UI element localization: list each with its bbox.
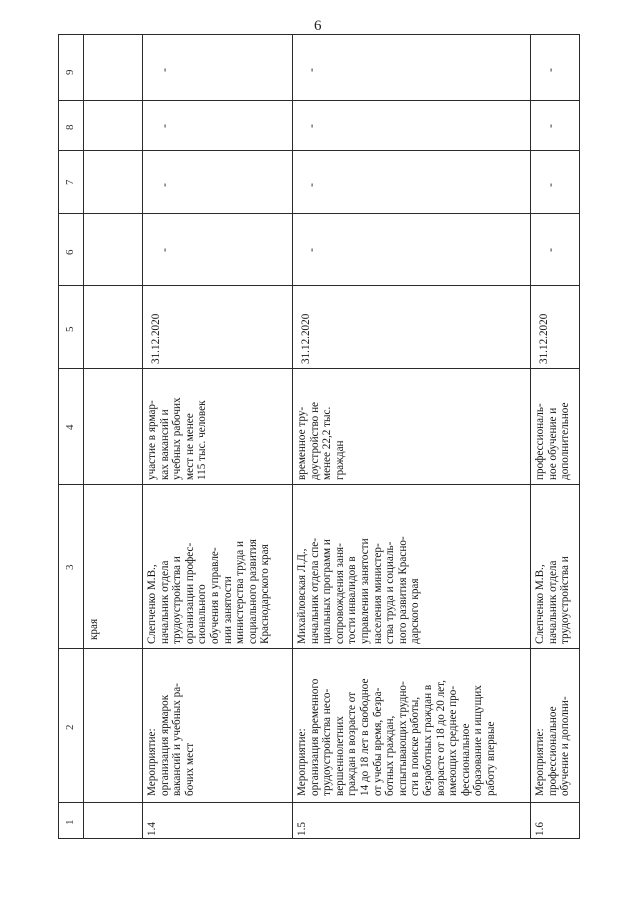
- column-header: 3: [64, 564, 76, 570]
- table-line: [142, 34, 143, 839]
- table-line: [530, 34, 531, 839]
- table-line: [83, 34, 84, 839]
- result-cell: временное тру- доустройство не менее 22,2 тыс. граждан: [296, 401, 346, 480]
- column-header: 2: [64, 724, 76, 730]
- table-line: [58, 368, 580, 369]
- table-line: [58, 34, 59, 839]
- page-number: 6: [314, 18, 322, 34]
- row-number: 1.6: [534, 822, 546, 836]
- row-number: 1.4: [146, 822, 158, 836]
- event-cell: Мероприятие: организация ярмарок вакансий и учебных ра- бочих мест: [146, 683, 196, 796]
- responsible-cell: Слепченко М.В., начальник отдела трудоустройства и организации профес- сионального обучения в управле- нии занятости министерства труда и социального развития Краснодарского края: [146, 539, 272, 644]
- column-header: 6: [64, 249, 76, 255]
- value-cell: -: [157, 183, 171, 187]
- prev-row-responsible-tail: края: [88, 618, 100, 640]
- table-line: [58, 802, 580, 803]
- table-line: [292, 34, 293, 839]
- value-cell: -: [157, 248, 171, 252]
- table-line: [58, 648, 580, 649]
- table-line: [58, 150, 580, 151]
- value-cell: -: [304, 248, 318, 252]
- value-cell: -: [304, 183, 318, 187]
- column-header: 7: [64, 179, 76, 185]
- column-header: 1: [64, 819, 76, 825]
- column-header: 4: [64, 424, 76, 430]
- event-cell: Мероприятие: организация временного трудоустройства несо- вершеннолетних граждан в возрасте от 14 до 18 лет в свободное от учебы время, безра- ботных граждан, испытывающих трудно- сти в поиске работы, безработных граждан в возрасте от 18 до 20 лет, имеющих среднее про- фессиональное образование и ищущих работу впервые: [296, 678, 497, 796]
- result-cell: участие в ярмар- ках вакансий и учебных рабочих мест не менее 115 тыс. человек: [146, 397, 209, 480]
- table-line: [58, 484, 580, 485]
- value-cell: -: [543, 68, 557, 72]
- table-line: [58, 34, 580, 35]
- table-line: [58, 100, 580, 101]
- column-header: 9: [64, 69, 76, 75]
- value-cell: -: [304, 124, 318, 128]
- date-cell: 31.12.2020: [150, 313, 162, 364]
- date-cell: 31.12.2020: [538, 313, 550, 364]
- value-cell: -: [543, 248, 557, 252]
- value-cell: -: [157, 68, 171, 72]
- column-header: 5: [64, 326, 76, 332]
- result-cell: профессиональ- ное обучение и дополнительное: [534, 402, 572, 480]
- value-cell: -: [543, 124, 557, 128]
- table-line: [58, 838, 580, 839]
- responsible-cell: Михайловская Л.Д., начальник отдела спе- циальных программ и сопровождения заня- тости инвалидов в управлении занятости населения министер- ства труда и социаль- ного развития Красно- дарского края: [296, 536, 422, 644]
- responsible-cell: Слепченко М.В., начальник отдела трудоустройства и: [534, 556, 572, 644]
- table-line: [58, 213, 580, 214]
- table-line: [579, 34, 580, 839]
- value-cell: -: [304, 68, 318, 72]
- row-number: 1.5: [296, 822, 308, 836]
- date-cell: 31.12.2020: [300, 313, 312, 364]
- value-cell: -: [157, 124, 171, 128]
- event-cell: Мероприятие: профессиональное обучение и дополни-: [534, 696, 572, 796]
- column-header: 8: [64, 124, 76, 130]
- table-line: [58, 285, 580, 286]
- value-cell: -: [543, 183, 557, 187]
